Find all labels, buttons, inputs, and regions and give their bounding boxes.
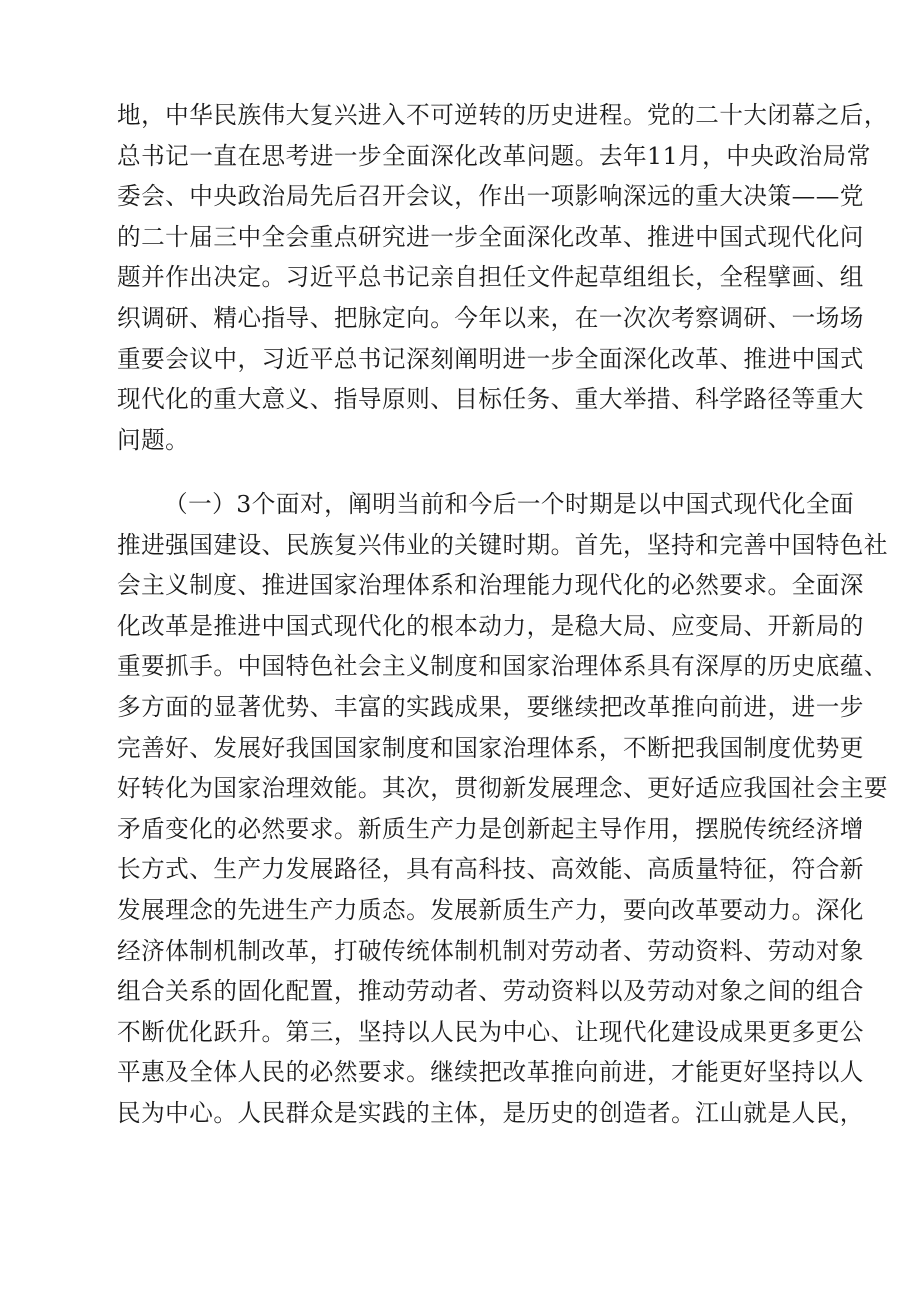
paragraph-line: 现代化的重大意义、指导原则、目标任务、重大举措、科学路径等重大 [117,385,864,414]
paragraph-line: 多方面的显著优势、丰富的实践成果，要继续把改革推向前进，进一步 [117,692,864,721]
paragraph-line: 完善好、发展好我国国家制度和国家治理体系，不断把我国制度优势更 [117,733,864,762]
paragraph-line: 化改革是推进中国式现代化的根本动力，是稳大局、应变局、开新局的 [117,611,864,640]
paragraph-line: 发展理念的先进生产力质态。发展新质生产力，要向改革要动力。深化 [117,895,864,924]
paragraph-line: 的二十届三中全会重点研究进一步全面深化改革、推进中国式现代化问 [117,222,864,251]
paragraph-1 [117,95,888,460]
paragraph-line: 会主义制度、推进国家治理体系和治理能力现代化的必然要求。全面深 [117,571,864,600]
paragraph-line: 问题。 [117,425,190,454]
paragraph-line: 地，中华民族伟大复兴进入不可逆转的历史进程。党的二十大闭幕之后， [117,101,888,129]
paragraph-line: 长方式、生产力发展路径，具有高科技、高效能、高质量特征，符合新 [117,855,864,884]
paragraph-line: （一）3个面对，阐明当前和今后一个时期是以中国式现代化全面 [164,490,855,518]
paragraph-line: 好转化为国家治理效能。其次，贯彻新发展理念、更好适应我国社会主要 [117,774,888,803]
paragraph-2 [117,484,888,1134]
paragraph-line: 民为中心。人民群众是实践的主体，是历史的创造者。江山就是人民， [117,1098,864,1127]
paragraph-line: 重要抓手。中国特色社会主义制度和国家治理体系具有深厚的历史底蕴、 [117,652,888,681]
paragraph-line: 题并作出决定。习近平总书记亲自担任文件起草组组长，全程擘画、组 [117,263,864,292]
paragraph-line: 矛盾变化的必然要求。新质生产力是创新起主导作用，摆脱传统经济增 [117,814,864,843]
paragraph-line: 推进强国建设、民族复兴伟业的关键时期。首先，坚持和完善中国特色社 [117,530,888,559]
paragraph-line: 重要会议中，习近平总书记深刻阐明进一步全面深化改革、推进中国式 [117,344,864,373]
paragraph-line: 不断优化跃升。第三，坚持以人民为中心、让现代化建设成果更多更公 [117,1017,864,1046]
paragraph-line: 委会、中央政治局先后召开会议，作出一项影响深远的重大决策——党 [117,182,864,211]
paragraph-line: 经济体制机制改革，打破传统体制机制对劳动者、劳动资料、劳动对象 [117,936,864,965]
paragraph-line: 组合关系的固化配置，推动劳动者、劳动资料以及劳动对象之间的组合 [117,977,864,1006]
paragraph-line: 织调研、精心指导、把脉定向。今年以来，在一次次考察调研、一场场 [117,303,864,332]
paragraph-line: 平惠及全体人民的必然要求。继续把改革推向前进，才能更好坚持以人 [117,1058,864,1087]
paragraph-line: 总书记一直在思考进一步全面深化改革问题。去年11月，中央政治局常 [117,141,871,170]
